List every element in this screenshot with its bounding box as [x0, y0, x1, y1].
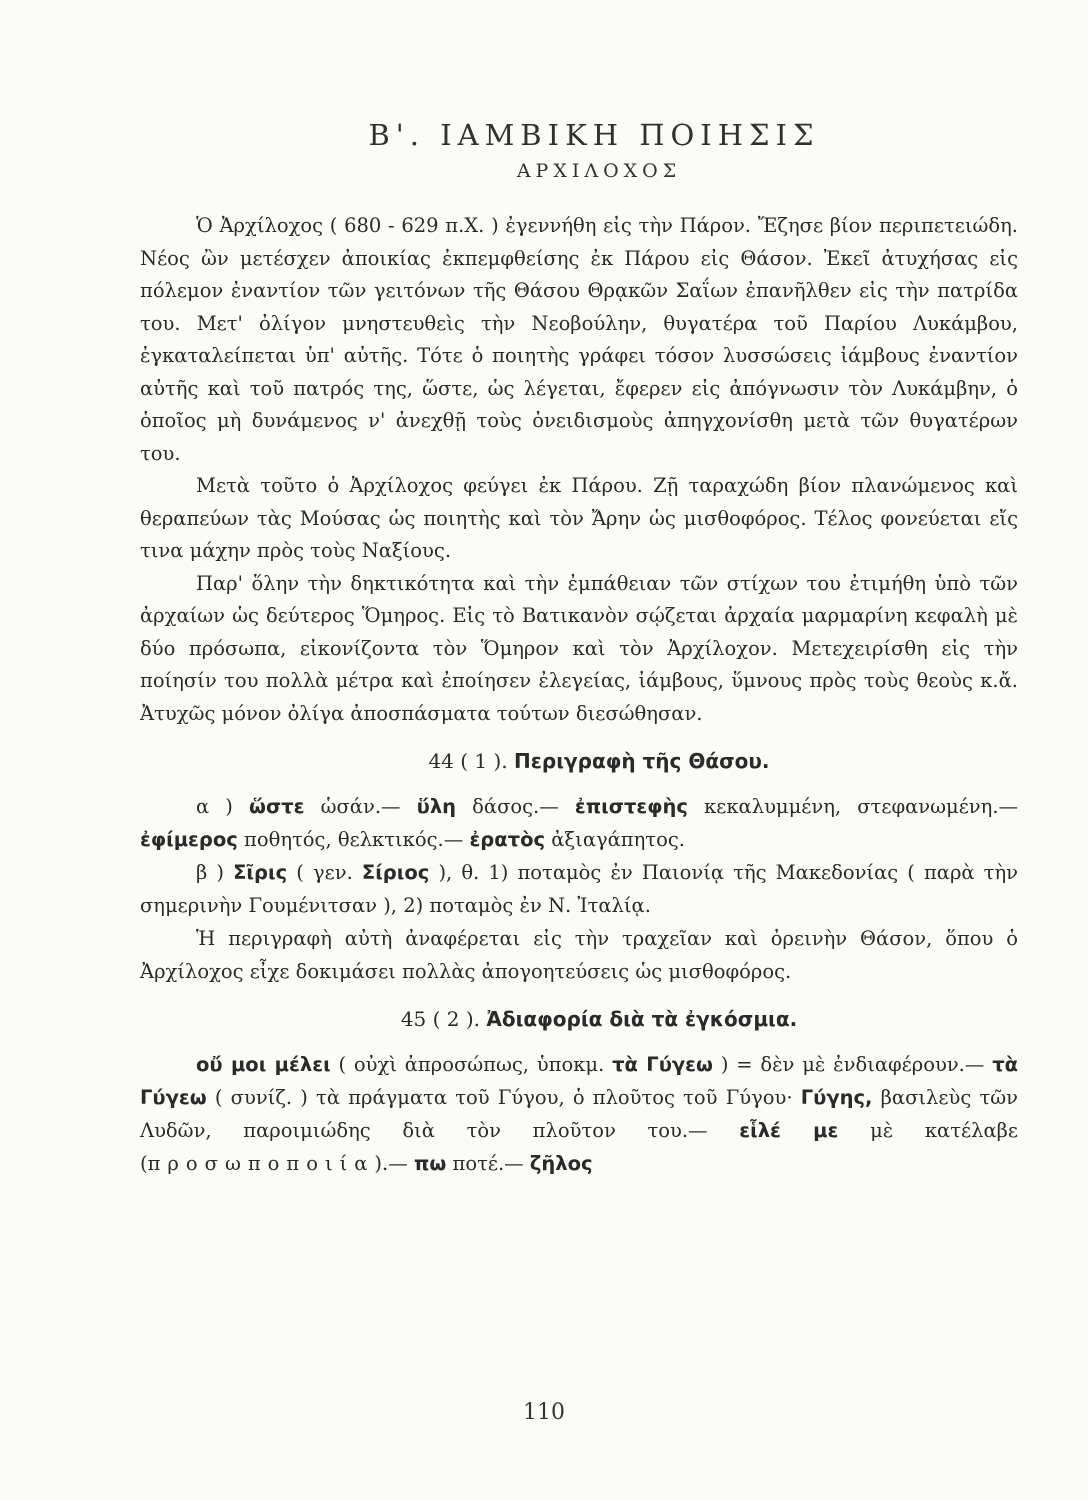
gloss-label: β ) — [196, 861, 224, 884]
section-45-title: Ἀδιαφορία διὰ τὰ ἐγκόσμια. — [486, 1007, 798, 1031]
gloss-definition: ).— — [374, 1152, 408, 1175]
gloss-45 — [140, 1048, 1018, 1180]
gloss-definition: ὡσάν.— — [320, 795, 401, 818]
gloss-definition: ( συνίζ. ) τὰ πράγματα τοῦ Γύγου, ὁ πλοῦτος τοῦ Γύγου· — [214, 1086, 793, 1109]
gloss-definition: δάσος.— — [472, 795, 559, 818]
gloss-definition: ( οὐχὶ ἀπροσώπως, ὑποκμ. — [338, 1053, 605, 1076]
intro-paragraph-3: Παρ' ὅλην τὴν δηκτικότητα καὶ τὴν ἐμπάθειαν τῶν στίχων του ἐτιμήθη ὑπὸ τῶν ἀρχαίων ὡς δεύτερος Ὅμηρος. Εἰς τὸ Βατικανὸν σῴζεται ἀρχαία μαρμαρίνη κεφαλὴ μὲ δύο πρόσωπα, εἰκονίζοντα τὸν Ὅμηρον καὶ τὸν Ἀρχίλοχον. Μετεχειρίσθη εἰς τὴν ποίησίν του πολλὰ μέτρα καὶ ἐποίησεν ἐλεγείας, ἰάμβους, ὕμνους πρὸς τοὺς θεοὺς κ.ἄ. Ἀτυχῶς μόνον ὀλίγα ἀποσπάσματα τούτων διεσώθησαν. — [140, 571, 1018, 725]
gloss-term: ἐφίμερος — [140, 828, 238, 851]
gloss-term: πω — [413, 1152, 447, 1175]
section-45-number: 45 ( 2 ). — [400, 1007, 481, 1031]
gloss-term: ἐρατὸς — [469, 828, 546, 851]
intro-paragraph-2: Μετὰ τοῦτο ὁ Ἀρχίλοχος φεύγει ἐκ Πάρου. Ζῇ ταραχώδη βίον πλανώμενος καὶ θεραπεύων τὰς Μούσας ὡς ποιητὴς καὶ τὸν Ἄρην ὡς μισθοφόρος. Τέλος φονεύεται εἴς τινα μάχην πρὸς τοὺς Ναξίους. — [140, 474, 1018, 562]
gloss-term: ζῆλος — [529, 1152, 593, 1175]
gloss-term: ἐπιστεφὴς — [574, 795, 688, 818]
gloss-definition: μὲ κατέλαβε ( — [140, 1119, 1019, 1175]
author-subtitle: ΑΡΧΙΛΟΧΟΣ — [516, 160, 682, 182]
gloss-definition: ποθητός, θελκτικός.— — [244, 828, 464, 851]
section-44-heading — [180, 746, 1018, 776]
gloss-definition: ἀξιαγάπητος. — [551, 828, 685, 851]
gloss-definition: κεκαλυμμένη, στεφανωμένη.— — [704, 795, 1019, 818]
gloss-term: οὔ μοι μέλει — [196, 1053, 331, 1076]
gloss-term: τὰ Γύγεω — [140, 1053, 1019, 1109]
gloss-definition: ), θ. 1) ποταμὸς ἐν Παιονίᾳ τῆς Μακεδονίας ( παρὰ τὴν σημερινὴν Γουμένιτσαν ), 2) ποταμὸς ἐν Ν. Ἰταλίᾳ. — [140, 861, 1019, 917]
section-44-number: 44 ( 1 ). — [428, 749, 508, 773]
gloss-44-b — [140, 856, 1018, 922]
gloss-44-a — [140, 790, 1018, 856]
gloss-term: τὰ Γύγεω — [612, 1053, 713, 1076]
gloss-term: ὕλη — [416, 795, 457, 818]
gloss-definition: βασιλεὺς τῶν Λυδῶν, παροιμιώδης διὰ τὸν πλοῦτον του.— — [140, 1086, 1019, 1142]
gloss-term: ὥστε — [249, 795, 305, 818]
gloss-spaced-word: προσωποποιία — [147, 1152, 375, 1175]
page-number: 110 — [523, 1400, 565, 1425]
gloss-definition: ποτέ.— — [452, 1152, 524, 1175]
gloss-label: α ) — [196, 795, 233, 818]
intro-paragraph-1: Ὁ Ἀρχίλοχος ( 680 - 629 π.Χ. ) ἐγεννήθη εἰς τὴν Πάρον. Ἔζησε βίον περιπετειώδη. Νέος ὢν μετέσχεν ἀποικίας ἐκπεμφθείσης ἐκ Πάρου εἰς Θάσον. Ἐκεῖ ἀτυχήσας εἰς πόλεμον ἐναντίον τῶν γειτόνων τῆς Θάσου Θρᾳκῶν Σαΐων ἐπανῆλθεν εἰς τὴν πατρίδα του. Μετ' ὀλίγον μνηστευθεὶς τὴν Νεοβούλην, θυγατέρα τοῦ Παρίου Λυκάμβου, ἐγκαταλείπεται ὑπ' αὐτῆς. Τότε ὁ ποιητὴς γράφει τόσον λυσσώσεις ἰάμβους ἐναντίον αὐτῆς καὶ τοῦ πατρός της, ὥστε, ὡς λέγεται, ἔφερεν εἰς ἀπόγνωσιν τὸν Λυκάμβην, ὁ ὁποῖος μὴ δυνάμενος ν' ἀνεχθῇ τοὺς ὀνειδισμοὺς ἀπηγχονίσθη μετὰ τῶν θυγατέρων του. — [140, 214, 1018, 465]
chapter-title: Β'. ΙΑΜΒΙΚΗ ΠΟΙΗΣΙΣ — [368, 118, 820, 152]
gloss-term: Γύγης, — [800, 1086, 873, 1109]
gloss-term: Σίριος — [361, 861, 430, 884]
gloss-definition: ( γεν. — [296, 861, 353, 884]
gloss-term: εἷλέ με — [739, 1119, 839, 1142]
section-44-title: Περιγραφὴ τῆς Θάσου. — [514, 749, 770, 773]
gloss-term: Σῖρις — [233, 861, 288, 884]
gloss-definition: ) = δὲν μὲ ἐνδιαφέρουν.— — [720, 1053, 985, 1076]
section-44-note: Ἡ περιγραφὴ αὐτὴ ἀναφέρεται εἰς τὴν τραχεῖαν καὶ ὀρεινὴν Θάσον, ὅπου ὁ Ἀρχίλοχος εἶχε δοκιμάσει πολλὰς ἀπογοητεύσεις ὡς μισθοφόρος. — [140, 927, 1018, 983]
section-45-heading — [180, 1004, 1018, 1034]
